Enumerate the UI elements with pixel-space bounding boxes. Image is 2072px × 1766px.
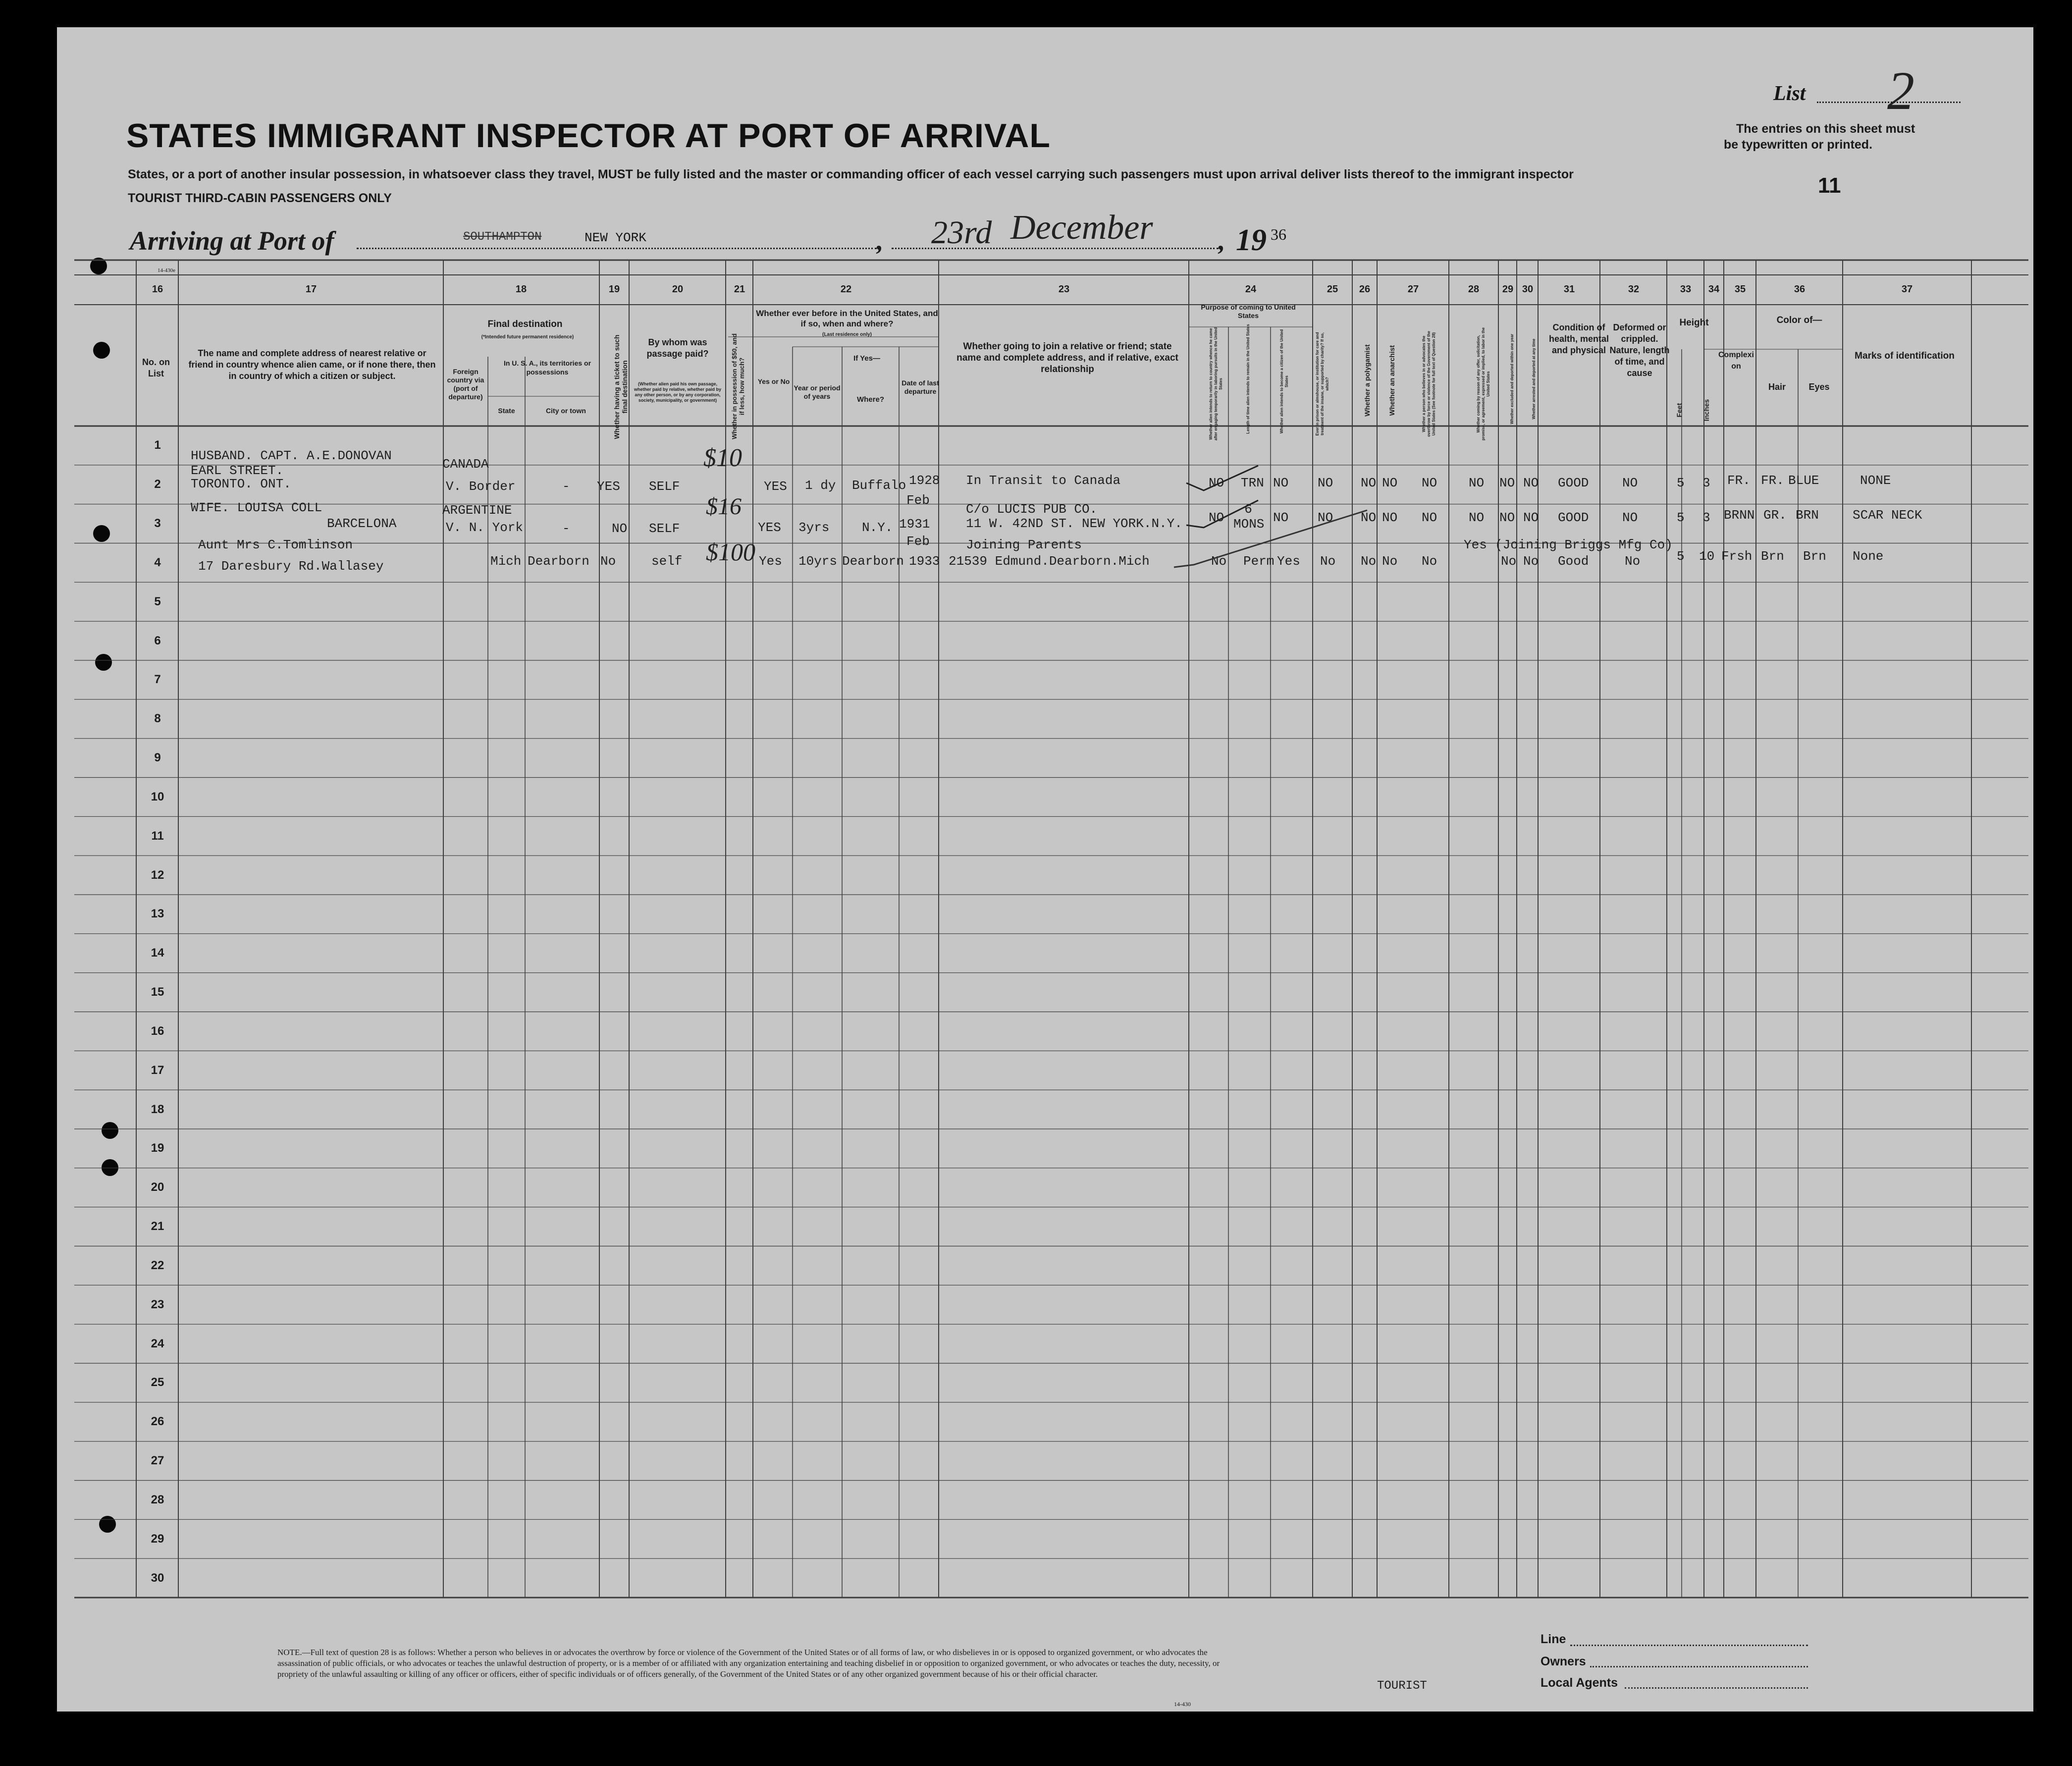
column-number: 29 [1502, 284, 1514, 295]
row3-join-1: Joining Parents [966, 537, 1082, 552]
row3-q29-note: (Joining Briggs Mfg Co) [1495, 537, 1673, 552]
row2-polygamist: NO [1361, 510, 1377, 525]
col-20-sublabel: (Whether alien paid his own passage, whether paid by relative, whether paid by any other person, or by any corporation, society, municipality, or government) [634, 381, 722, 403]
row1-marks: NONE [1860, 473, 1891, 488]
row1-deformed: NO [1622, 476, 1638, 490]
row2-foreign-1: ARGENTINE [442, 503, 512, 518]
column-number: 37 [1901, 284, 1913, 295]
row3-deformed: No [1625, 554, 1641, 569]
arrival-month: December [1010, 209, 1153, 247]
col-26-header: Whether a polygamist [1363, 344, 1371, 417]
col-20-header: By whom was passage paid? [646, 337, 709, 359]
col-23-header: Whether going to join a relative or friend; state name and complete address, and if relative, exact relationship [956, 341, 1178, 375]
row2-departure-1: 1931 [899, 517, 930, 532]
col-24-citizen: Whether alien intends to become a citizen of the United States [1279, 329, 1289, 434]
col-18-state: State [498, 407, 515, 415]
form-code-top: 14-430e [158, 268, 176, 273]
row2-complexion: BRNN [1724, 508, 1755, 523]
column-number: 22 [840, 284, 852, 295]
row2-ticket: NO [612, 521, 628, 536]
row1-foreign-2: V. Border [446, 479, 516, 494]
row-number: 3 [154, 517, 161, 531]
row2-where: N.Y. [862, 520, 893, 535]
col-21-header: Whether in possession of $50, and if less, how much? [731, 333, 745, 439]
row-number: 10 [151, 790, 164, 803]
row3-q29: Yes [1464, 537, 1487, 552]
row3-inches: 10 [1699, 549, 1715, 564]
row1-before: YES [764, 479, 787, 494]
row-number: 19 [151, 1141, 164, 1155]
row3-relative-2: 17 Daresbury Rd.Wallasey [198, 559, 384, 574]
row2-inches: 3 [1702, 510, 1710, 525]
row2-hair: GR. [1763, 508, 1787, 523]
row-number: 20 [151, 1180, 164, 1194]
agents-label: Local Agents [1541, 1676, 1618, 1690]
row2-q30: NO [1499, 510, 1515, 525]
col-22-where: Where? [856, 395, 884, 404]
column-number: 33 [1680, 284, 1692, 295]
column-number: 18 [515, 284, 527, 295]
col-22-sublabel: (Last residence only) [822, 332, 872, 337]
row1-inches: 3 [1702, 476, 1710, 490]
row1-relative-1: HUSBAND. CAPT. A.E.DONOVAN [191, 448, 392, 463]
row-number: 24 [151, 1337, 164, 1350]
row3-eyes: Brn [1803, 549, 1826, 564]
row3-complexion: Frsh [1721, 549, 1753, 564]
row-number: 25 [151, 1376, 164, 1390]
arriving-label: Arriving at Port of [130, 226, 334, 256]
row1-q29: NO [1469, 476, 1485, 490]
row3-polygamist: No [1361, 554, 1377, 569]
row1-relative-2: EARL STREET. [191, 463, 284, 478]
row2-deformed: NO [1622, 510, 1638, 525]
column-number: 28 [1468, 284, 1480, 295]
row2-departure-2: Feb [906, 534, 930, 549]
row1-relative-3: TORONTO. ONT. [191, 477, 291, 491]
row3-hair: Brn [1761, 549, 1784, 564]
col-22-yesno: Yes or No [757, 377, 790, 385]
col-28-header: Whether a person who believes in or advocates the overthrow by force or violence of the Government of the United States (See footnote for full text of Question 28) [1422, 331, 1436, 437]
row2-prison: NO [1318, 510, 1333, 525]
row1-departure-1: 1928 [909, 473, 940, 488]
column-number: 23 [1058, 284, 1070, 295]
row2-before: YES [758, 520, 781, 535]
struck-port: SOUTHAMPTON [463, 230, 542, 244]
row3-state: Mich [490, 554, 522, 569]
row3-citizen: Yes [1277, 554, 1300, 569]
row3-q30: No [1501, 554, 1517, 569]
row1-feet: 5 [1677, 476, 1685, 490]
row1-years: 1 dy [805, 478, 836, 493]
comma2: , [1219, 226, 1225, 256]
row2-feet: 5 [1677, 510, 1685, 525]
column-number: 16 [152, 284, 163, 295]
column-number: 34 [1708, 284, 1720, 295]
line-underline [1570, 1645, 1808, 1646]
sheet-number: 11 [1818, 173, 1841, 198]
column-number: 21 [734, 284, 745, 295]
tourist-stamp: TOURIST [1377, 1679, 1427, 1693]
col-33-header: Deformed or crippled. Nature, length of time, and cause [1609, 322, 1670, 378]
port-name: NEW YORK [584, 230, 646, 245]
row2-foreign-2: V. N. York [446, 520, 524, 535]
row3-length: Perm [1243, 554, 1275, 569]
arrival-day: 23rd [931, 214, 992, 251]
col-32-header: Condition of health, mental and physical [1548, 322, 1609, 355]
row2-relative-1: WIFE. LOUISA COLL [191, 500, 322, 515]
list-label: List [1773, 82, 1806, 105]
column-number: 25 [1327, 284, 1338, 295]
column-number: 31 [1563, 284, 1575, 295]
col-19-header: Whether having a ticket to such final destination [613, 334, 629, 439]
row-number: 21 [151, 1220, 164, 1233]
col-24-return: Whether alien intends to return to country whence he came after engaging temporarily in laboring pursuits in the United States [1209, 327, 1223, 441]
col-24-header: Purpose of coming to United States [1201, 303, 1296, 320]
col-18-header: Final destination [487, 319, 563, 329]
agents-underline [1625, 1687, 1808, 1689]
row-number: 23 [151, 1297, 164, 1311]
comma: , [877, 226, 884, 256]
row2-citizen: NO [1273, 510, 1289, 525]
row1-prison: NO [1318, 476, 1333, 490]
row1-money: $10 [703, 444, 742, 472]
row1-q28: NO [1422, 476, 1437, 490]
row1-complexion: FR. [1727, 473, 1751, 488]
row-number: 16 [151, 1024, 164, 1038]
row2-return: NO [1209, 510, 1224, 525]
col-18-city: City or town [546, 407, 586, 415]
column-number: 17 [305, 284, 317, 295]
line-label: Line [1541, 1632, 1566, 1646]
col-36-header: Color of— [1776, 315, 1822, 325]
row-number: 26 [151, 1415, 164, 1429]
row3-anarchist: No [1382, 554, 1398, 569]
row-number: 7 [154, 673, 161, 687]
subtitle: States, or a port of another insular possession, in whatsoever class they travel, MUST be fully listed and the master or commanding officer of each vessel carrying such passengers must upon arrival deliver lists thereof to the immigrant inspector [128, 167, 1574, 181]
row3-where: Dearborn [842, 554, 904, 569]
col-18-foreign: Foreign country via (port of departure) [447, 368, 484, 401]
row-number: 15 [151, 985, 164, 999]
col-24-length: Length of time alien intends to remain in the United States [1246, 324, 1250, 434]
row1-eyes: BLUE [1788, 473, 1819, 488]
row3-q28: No [1422, 554, 1437, 569]
row-number: 17 [151, 1063, 164, 1077]
col-36-hair: Hair [1768, 382, 1786, 392]
row1-health: GOOD [1558, 476, 1589, 490]
row2-anarchist: NO [1382, 510, 1398, 525]
col-29-header: Whether coming by reason of any offer, solicitation, promise, or agreement, expressed or implied, to labor in the United States [1476, 327, 1490, 441]
row3-q31: No [1523, 554, 1539, 569]
row2-money: $16 [706, 493, 742, 520]
row1-where: Buffalo [852, 478, 906, 493]
row2-q29: NO [1469, 510, 1485, 525]
row3-city: Dearborn [528, 554, 589, 569]
column-number: 27 [1407, 284, 1419, 295]
row2-length: 6 MONS [1233, 502, 1265, 532]
row1-anarchist: NO [1382, 476, 1398, 490]
column-number: 19 [608, 284, 620, 295]
row2-health: GOOD [1558, 510, 1589, 525]
col-35-header: Complexion [1718, 351, 1754, 371]
col-16-header: No. on List [142, 357, 170, 378]
year-suffix: 36 [1271, 225, 1286, 243]
row2-city: - [562, 521, 570, 536]
row-number: 22 [151, 1258, 164, 1272]
row-number: 6 [154, 634, 161, 647]
column-number: 30 [1522, 284, 1534, 295]
row2-join-1: C/o LUCIS PUB CO. [966, 502, 1098, 517]
column-number: 36 [1794, 284, 1806, 295]
row-number: 29 [151, 1532, 164, 1546]
row3-join-2: 21539 Edmund.Dearborn.Mich [949, 554, 1150, 569]
row3-relative-1: Aunt Mrs C.Tomlinson [198, 537, 353, 552]
row1-paid-by: SELF [649, 479, 680, 494]
col-36-eyes: Eyes [1808, 382, 1830, 392]
column-number: 26 [1359, 284, 1371, 295]
row1-length: TRN [1241, 476, 1264, 490]
row-number: 12 [151, 868, 164, 882]
row1-join: In Transit to Canada [966, 473, 1121, 488]
col-22-header: Whether ever before in the United States, and if so, when and where? [756, 309, 938, 328]
row3-health: Good [1558, 554, 1589, 569]
class-line: TOURIST THIRD-CABIN PASSENGERS ONLY [128, 191, 392, 205]
col-18-sublabel: (*Intended future permanent residence) [481, 334, 574, 340]
row1-city: - [562, 479, 570, 494]
column-number: 24 [1245, 284, 1257, 295]
col-25-header: Ever in prison or almshouse, or institution for care and treatment of the insane, or supported by charity? If so, which? [1315, 332, 1329, 436]
col-37-header: Marks of identification [1855, 351, 1955, 361]
row2-eyes: BRN [1796, 508, 1819, 523]
row3-money: $100 [706, 538, 755, 566]
row2-q28: NO [1422, 510, 1437, 525]
row-number: 9 [154, 751, 161, 765]
list-number: 2 [1887, 60, 1914, 121]
row3-ticket: No [600, 554, 616, 569]
row1-return: NO [1209, 476, 1224, 490]
column-number: 20 [672, 284, 684, 295]
row3-paid-by: self [651, 554, 683, 569]
row3-years: 10yrs [798, 554, 838, 569]
col-34-header: Height [1679, 318, 1709, 328]
entries-instruction-1: The entries on this sheet must [1736, 122, 1915, 136]
column-number: 35 [1734, 284, 1746, 295]
row2-marks: SCAR NECK [1853, 508, 1922, 523]
row1-departure-2: Feb [906, 493, 930, 508]
row1-hair: FR. [1761, 473, 1784, 488]
row2-q31: NO [1523, 510, 1539, 525]
col-22-departure: Date of last departure [902, 379, 939, 395]
row2-join-2: 11 W. 42ND ST. NEW YORK.N.Y. [966, 516, 1182, 531]
row1-ticket: YES [597, 479, 620, 494]
row1-q31: NO [1523, 476, 1539, 490]
row-number: 5 [154, 594, 161, 608]
col-34-feet: Feet [1675, 403, 1683, 418]
row2-years: 3yrs [798, 520, 830, 535]
row-number: 8 [154, 712, 161, 726]
row1-citizen: NO [1273, 476, 1289, 490]
row-number: 11 [151, 829, 164, 843]
col-30-header: Whether excluded and deported within one year [1510, 333, 1514, 425]
col-22-ifyes: If Yes— [853, 354, 880, 363]
col-18-usa: In U. S. A., its territories or possessions [503, 359, 591, 376]
row3-return: No [1211, 554, 1227, 569]
row3-before: Yes [759, 554, 782, 569]
row1-polygamist: NO [1361, 476, 1377, 490]
row3-marks: None [1853, 549, 1884, 564]
row-number: 28 [151, 1493, 164, 1506]
row-number: 27 [151, 1454, 164, 1468]
year-prefix: 19 [1236, 223, 1267, 257]
row3-prison: No [1320, 554, 1336, 569]
col-17-header: The name and complete address of nearest relative or friend in country whence alien came, or if none there, then in country of which a citizen or subject. [188, 348, 436, 381]
row2-paid-by: SELF [649, 521, 680, 536]
row-number: 30 [151, 1571, 164, 1585]
col-22-years: Year or period of years [794, 384, 841, 400]
row-number: 1 [154, 438, 161, 452]
row-number: 13 [151, 907, 164, 921]
column-number: 32 [1628, 284, 1640, 295]
col-31-header: Whether arrested and deported at any time [1532, 338, 1536, 420]
col-34-inches: Inches [1702, 399, 1710, 422]
question-28-note: NOTE.—Full text of question 28 is as follows: Whether a person who believes in or advocates the overthrow by force or violence of the Government of the United States or of all forms of law, or who disbelieves in or is opposed to organized government, or who advocates the assassination of public officials, or who advocates or teaches the unlawful destruction of property, or is a member of or affiliated with any organization entertaining and teaching disbelief in or opposition to organized government, or who advocates or teaches the duty, necessity, or propriety of the unlawful assaulting or killing of any officer or officers, either of specific individuals or of officers generally, of the Government of the United States or of any other organized government because of his or their official character. [277, 1648, 1220, 1679]
row-number: 14 [151, 946, 164, 960]
row-number: 4 [154, 555, 161, 569]
owners-underline [1590, 1666, 1808, 1667]
row3-feet: 5 [1677, 549, 1685, 564]
row3-departure: 1933 [909, 554, 940, 569]
col-27-header: Whether an anarchist [1388, 345, 1396, 416]
row2-relative-2: BARCELONA [327, 516, 397, 531]
owners-label: Owners [1541, 1655, 1586, 1668]
page-title: STATES IMMIGRANT INSPECTOR AT PORT OF ARRIVAL [126, 117, 1051, 155]
row1-q30: NO [1499, 476, 1515, 490]
row-number: 2 [154, 478, 161, 491]
row-number: 18 [151, 1102, 164, 1116]
entries-instruction-2: be typewritten or printed. [1724, 138, 1873, 152]
row1-foreign-1: CANADA [442, 457, 489, 472]
footer-form-code: 14-430 [1174, 1701, 1191, 1708]
